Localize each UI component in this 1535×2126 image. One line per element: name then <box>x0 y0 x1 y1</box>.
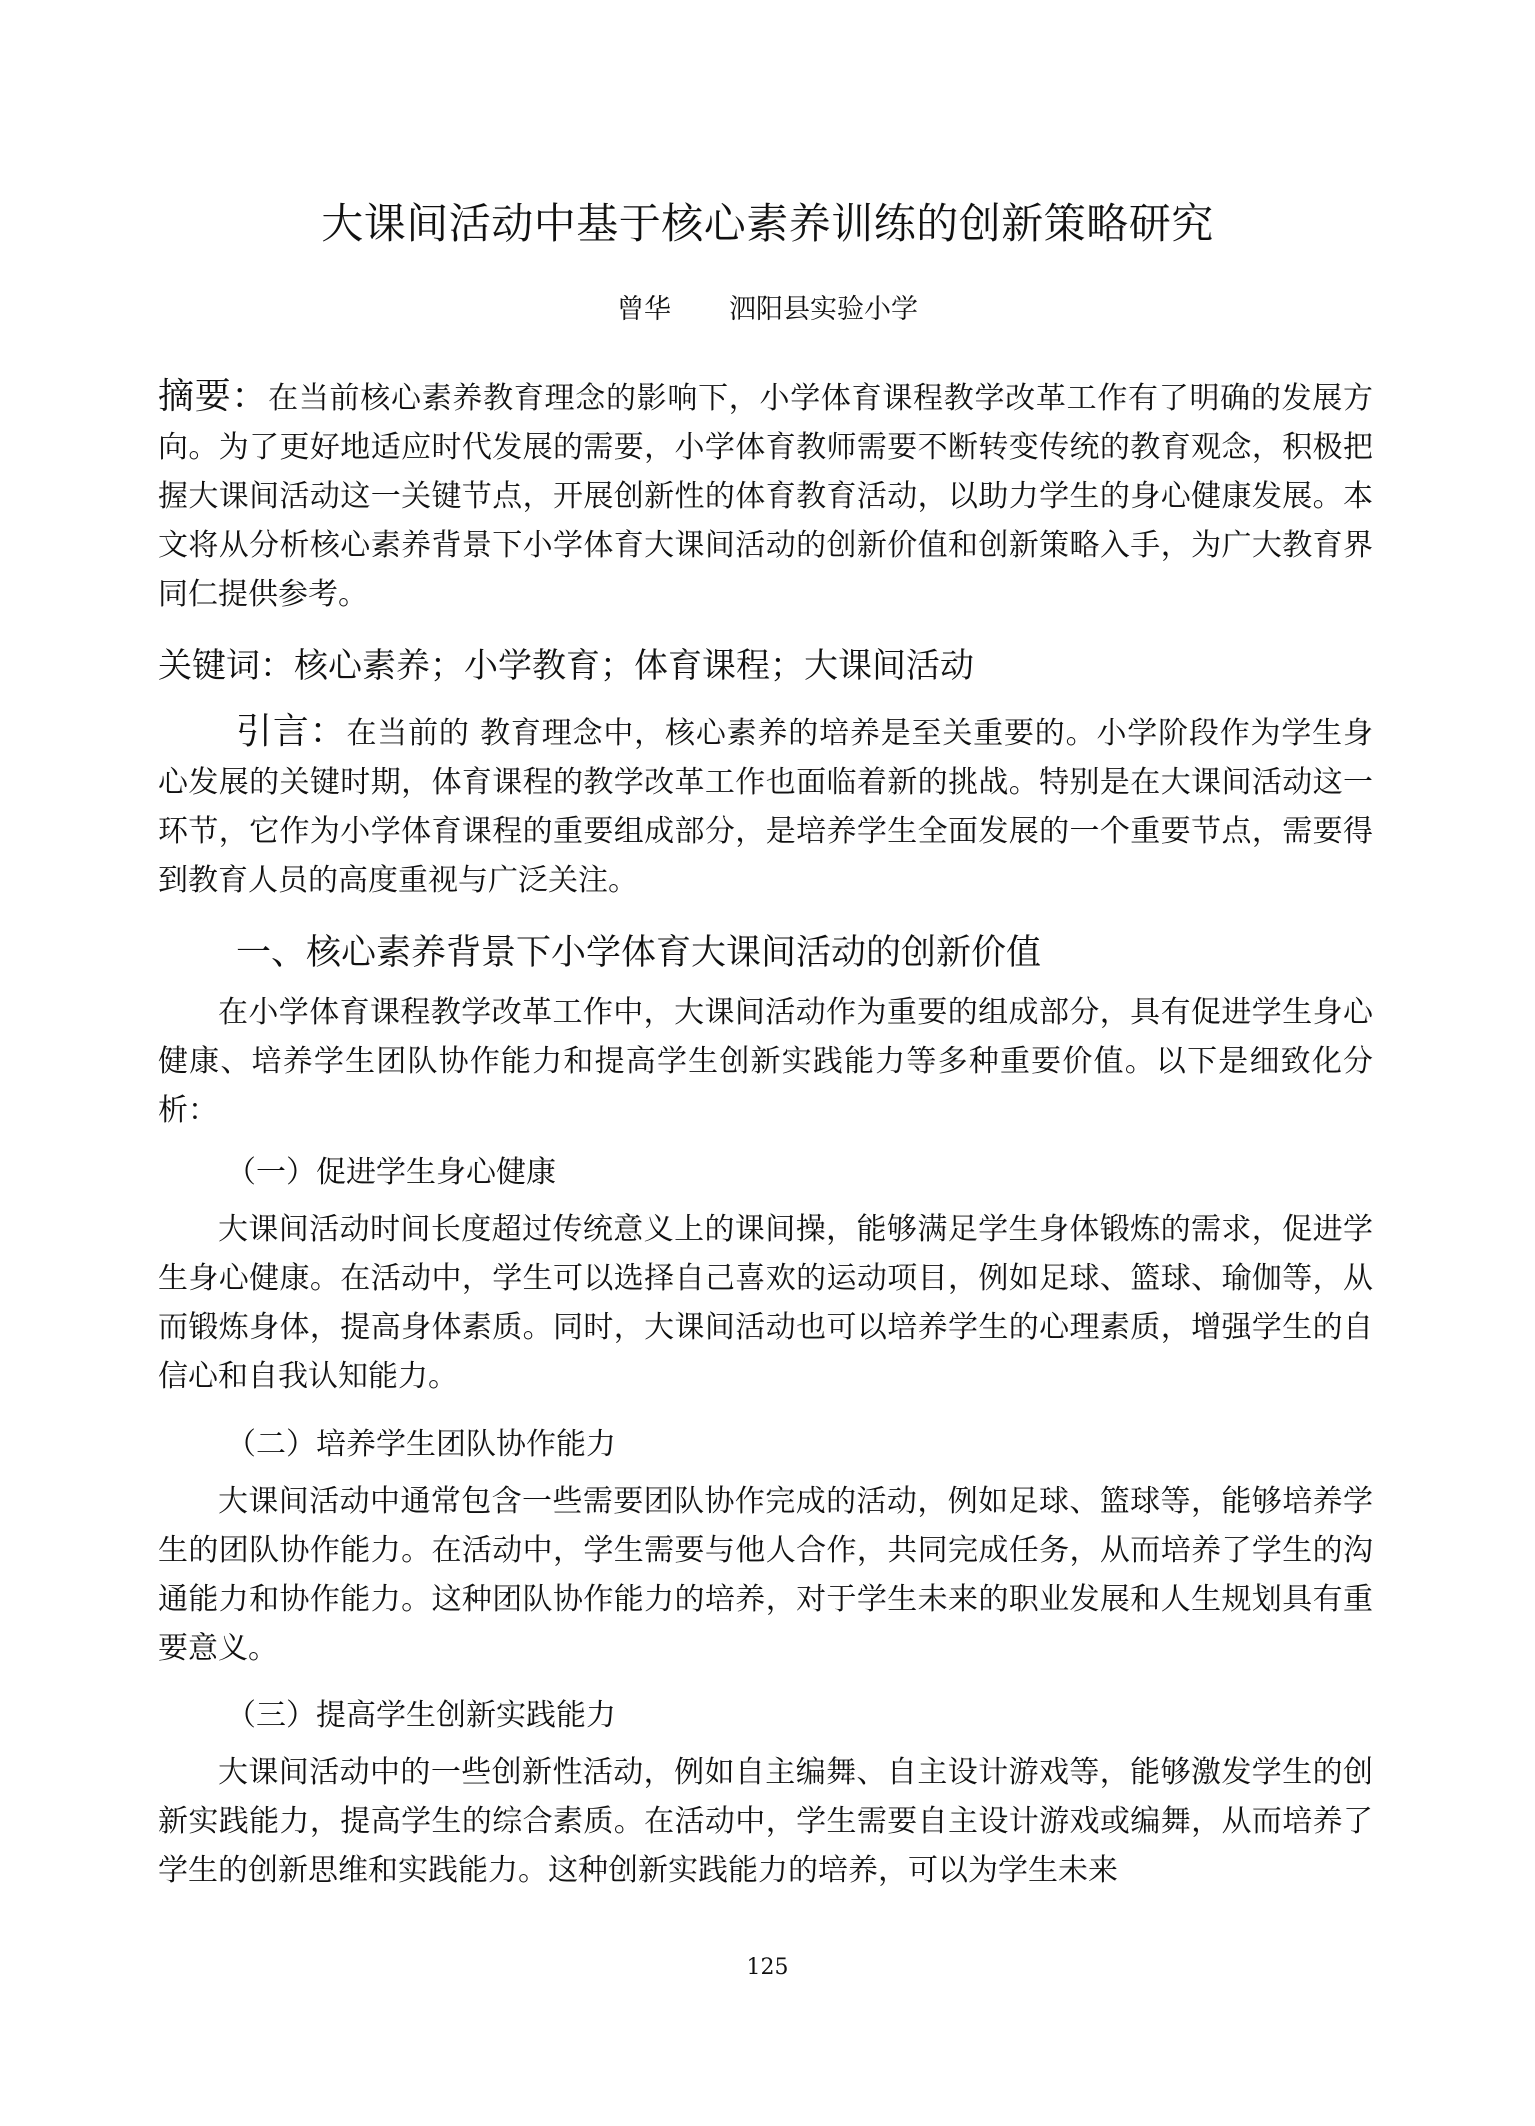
intro-paragraph <box>158 707 1373 905</box>
subsection-3-text: 大课间活动中的一些创新性活动，例如自主编舞、自主设计游戏等，能够激发学生的创新实践能力，提高学生的综合素质。在活动中，学生需要自主设计游戏或编舞，从而培养了学生的创新思维和实践能力。这种创新实践能力的培养，可以为学生未来 <box>158 1755 1373 1888</box>
page-number: 125 <box>746 1955 789 1980</box>
section-1-paragraph <box>158 988 1373 1135</box>
paper-title: 大课间活动中基于核心素养训练的创新策略研究 <box>321 199 1214 248</box>
subsection-heading-1: （一）促进学生身心健康 <box>226 1155 556 1190</box>
subsection-1-text: 大课间活动时间长度超过传统意义上的课间操，能够满足学生身体锻炼的需求，促进学生身心健康。在活动中，学生可以选择自己喜欢的运动项目，例如足球、篮球、瑜伽等，从而锻炼身体，提高身体素质。同时，大课间活动也可以培养学生的心理素质，增强学生的自信心和自我认知能力。 <box>158 1212 1373 1394</box>
abstract-label: 摘要： <box>158 376 269 417</box>
section-1-text: 在小学体育课程教学改革工作中，大课间活动作为重要的组成部分，具有促进学生身心健康、培养学生团队协作能力和提高学生创新实践能力等多种重要价值。以下是细致化分析： <box>158 995 1373 1128</box>
subsection-2-text: 大课间活动中通常包含一些需要团队协作完成的活动，例如足球、篮球等，能够培养学生的团队协作能力。在活动中，学生需要与他人合作，共同完成任务，从而培养了学生的沟通能力和协作能力。这种团队协作能力的培养，对于学生未来的职业发展和人生规划具有重要意义。 <box>158 1484 1373 1666</box>
subsection-2-paragraph <box>158 1477 1373 1673</box>
abstract-paragraph <box>158 372 1373 619</box>
byline <box>0 292 1535 328</box>
abstract-text: 在当前核心素养教育理念的影响下，小学体育课程教学改革工作有了明确的发展方向。为了更好地适应时代发展的需要，小学体育教师需要不断转变传统的教育观念，积极把握大课间活动这一关键节点，开展创新性的体育教育活动，以助力学生的身心健康发展。本文将从分析核心素养背景下小学体育大课间活动的创新价值和创新策略入手，为广大教育界同仁提供参考。 <box>158 381 1373 612</box>
intro-text: 在当前的 教育理念中，核心素养的培养是至关重要的。小学阶段作为学生身心发展的关键时期，体育课程的教学改革工作也面临着新的挑战。特别是在大课间活动这一环节，它作为小学体育课程的重要组成部分，是培养学生全面发展的一个重要节点，需要得到教育人员的高度重视与广泛关注。 <box>158 716 1373 898</box>
subsection-1-paragraph <box>158 1205 1373 1401</box>
author-name: 曾华 <box>617 294 671 325</box>
subsection-heading-2: （二）培养学生团队协作能力 <box>226 1427 616 1462</box>
intro-label: 引言： <box>236 711 347 752</box>
keywords-line: 关键词：核心素养；小学教育；体育课程；大课间活动 <box>158 646 974 686</box>
author-affiliation: 泗阳县实验小学 <box>729 294 918 325</box>
subsection-heading-3: （三）提高学生创新实践能力 <box>226 1698 616 1733</box>
section-heading-1: 一、核心素养背景下小学体育大课间活动的创新价值 <box>236 933 1042 973</box>
subsection-3-paragraph <box>158 1748 1373 1895</box>
